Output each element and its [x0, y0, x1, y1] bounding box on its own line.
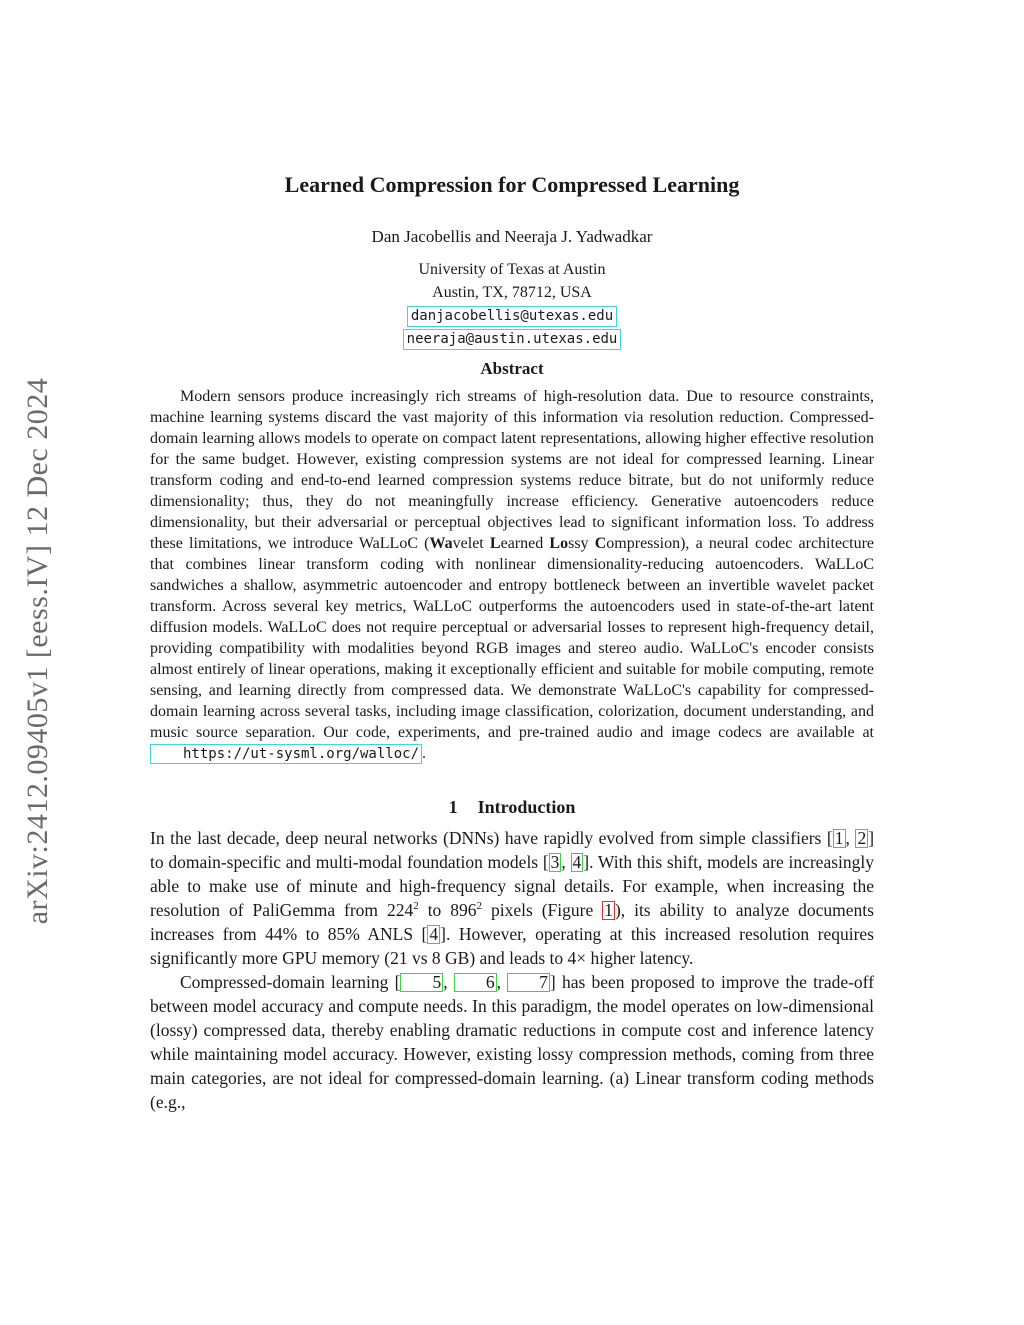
affiliation-institution: University of Texas at Austin: [418, 261, 606, 278]
citation-link[interactable]: 2: [857, 828, 867, 848]
abstract-body: [150, 386, 874, 764]
abstract-heading: Abstract: [480, 359, 544, 378]
affiliation-address: Austin, TX, 78712, USA: [432, 284, 592, 301]
code-url-link[interactable]: https://ut-sysml.org/walloc/: [150, 744, 422, 764]
citation-link[interactable]: 1: [834, 828, 844, 848]
section-heading-introduction: [150, 794, 874, 820]
arxiv-side-stamp: [6, 346, 70, 956]
section-number: 1: [448, 797, 458, 817]
affiliation-block: [150, 258, 874, 350]
citation-link[interactable]: 7: [507, 973, 550, 992]
citation-link[interactable]: 6: [454, 973, 497, 992]
email-link-2[interactable]: neeraja@austin.utexas.edu: [403, 329, 622, 350]
citation-link[interactable]: 3: [550, 852, 560, 872]
intro-paragraph-1: In the last decade, deep neural networks (DNNs) have rapidly evolved from simple classifiers [ 1 , 2 ] to domain-specific and multi-modal foundation models [ 3 , 4 ]. With this shift, models are increasingly able to make use of minute and high-frequency signal details. For example, when increasing the resolution of PaliGemma from $224^2$ to $896^2$ pixels (Figure 1 ), its ability to analyze documents increases from 44% to 85% ANLS [ 4 ]. However, operating at this increased resolution requires significantly more GPU memory (21 vs 8 GB) and leads to 4× higher latency.: [150, 828, 875, 968]
introduction-body: [150, 826, 874, 1114]
arxiv-identifier: arXiv:2412.09405v1 [eess.IV] 12 Dec 2024: [21, 377, 54, 925]
paper-authors: Dan Jacobellis and Neeraja J. Yadwadkar: [371, 227, 653, 246]
citation-link[interactable]: 4: [429, 924, 439, 944]
intro-paragraph-2: Compressed-domain learning [ 5 , 6 , 7 ] has been proposed to improve the trade-off between model accuracy and compute needs. In this paradigm, the model operates on low-dimensional (lossy) compressed data, thereby enabling dramatic reductions in compute cost and inference latency while maintaining model accuracy. However, existing lossy compression methods, coming from three main categories, are not ideal for compressed-domain learning. (a) Linear transform coding methods (e.g.,: [150, 972, 875, 1112]
section-title: Introduction: [477, 797, 576, 817]
citation-link[interactable]: 4: [572, 852, 582, 872]
paper-page: [150, 168, 874, 1114]
abstract-paragraph: Modern sensors produce increasingly rich streams of high-resolution data. Due to resource constraints, machine learning systems discard the vast majority of this information via resolution reduction. Compressed-domain learning allows models to operate on compact latent representations, allowing higher effective resolution for the same budget. However, existing compression systems are not ideal for compressed learning. Linear transform coding and end-to-end learned compression systems reduce bitrate, but do not uniformly reduce dimensionality; thus, they do not meaningfully increase efficiency. Generative autoencoders reduce dimensionality, but their adversarial or perceptual objectives lead to significant information loss. To address these limitations, we introduce WaLLoC (Wavelet Learned Lossy Compression), a neural codec architecture that combines linear transform coding with nonlinear dimensionality-reducing autoencoders. WaLLoC sandwiches a shallow, asymmetric autoencoder and entropy bottleneck between an invertible wavelet packet transform. Across several key metrics, WaLLoC outperforms the autoencoders used in state-of-the-art latent diffusion models. WaLLoC does not require perceptual or adversarial losses to represent high-frequency detail, providing compatibility with modalities beyond RGB images and stereo audio. WaLLoC's encoder consists almost entirely of linear operations, making it exceptionally efficient and suitable for mobile computing, remote sensing, and learning directly from compressed data. We demonstrate WaLLoC's capability for compressed-domain learning across several tasks, including image classification, colorization, document understanding, and music source separation. Our code, experiments, and pre-trained audio and image codecs are available at https://ut-sysml.org/walloc/ .: [150, 388, 875, 762]
figure-reference-link[interactable]: 1: [604, 900, 613, 920]
citation-link[interactable]: 5: [400, 973, 443, 992]
paper-title: Learned Compression for Compressed Learning: [284, 172, 740, 197]
email-link-1[interactable]: danjacobellis@utexas.edu: [407, 306, 617, 327]
